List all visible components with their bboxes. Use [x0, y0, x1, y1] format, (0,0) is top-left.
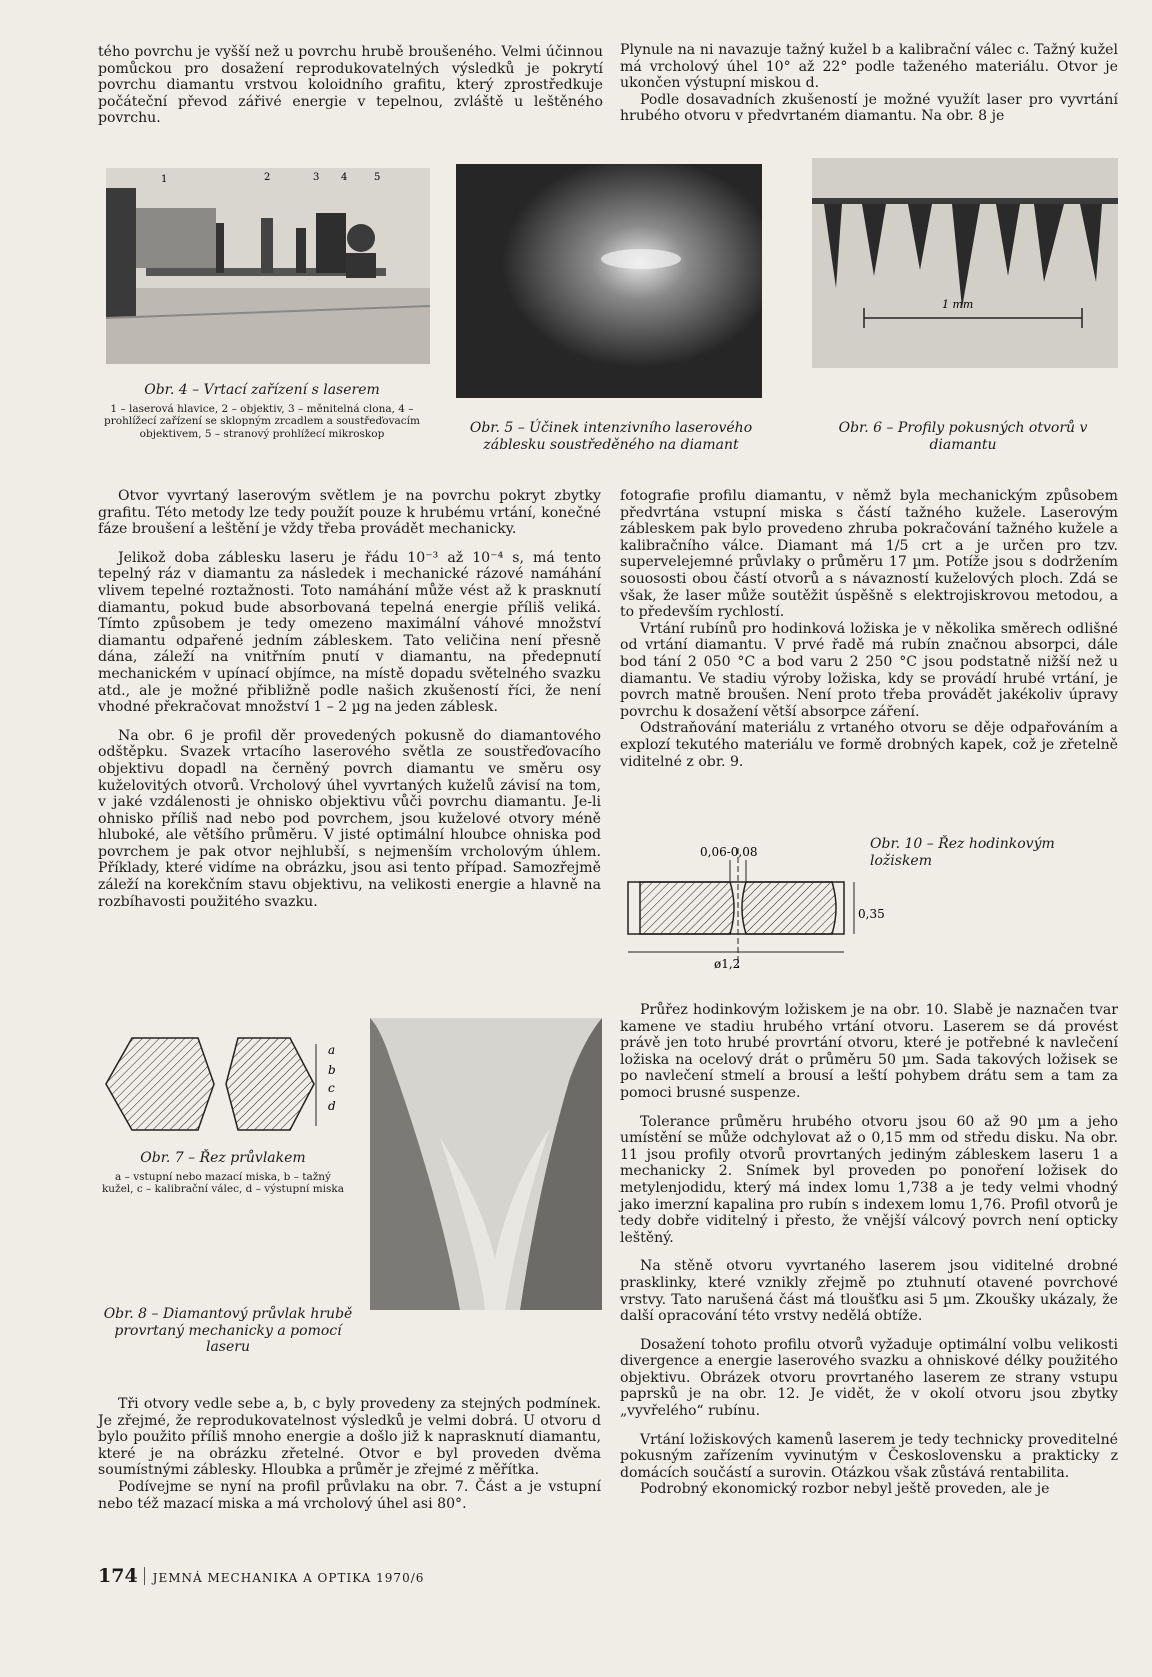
fig6-scale-label: 1 mm — [942, 298, 974, 311]
right-bottom-text — [620, 1002, 1118, 1510]
fig10-caption — [870, 836, 1120, 869]
fig7-title: Obr. 7 – Řez průvlakem — [140, 1150, 306, 1166]
fig4-photo — [106, 168, 430, 364]
page-number: 174 — [98, 1565, 138, 1587]
fig7-label-b: b — [328, 1063, 336, 1077]
paragraph: Odstraňování materiálu z vrtaného otvoru se děje odpařováním a explozí tekutého materiálu ve formě drobných kapek, což je zřetelně viditelné z obr. 9. — [620, 720, 1118, 770]
fig6-caption — [808, 420, 1118, 453]
fig7-label-d: d — [328, 1099, 336, 1113]
paragraph: Jelikož doba záblesku laseru je řádu 10⁻³ až 10⁻⁴ s, má tento tepelný ráz v diamantu za následek i mechanické rázové namáhání vlivem tepelné roztažnosti. Toto namáhání může vést až k prasknutí diamantu, pokud bude absorbovaná tepelná energie příliš veliká. Tímto způsobem je tedy omezeno maximální váhové množství diamantu odpařené jedním zábleskem. Tato veličina není přesně dána, záleží na vnitřním pnutí v diamantu, na předepnutí mechanickém v upínací objímce, na místě dopadu světelného svazku atd., ale je možné přibližně podle našich zkušeností říci, že není vhodné překračovat množství 1 – 2 µg na jeden záblesk. — [98, 549, 601, 716]
fig8-photo — [370, 1018, 602, 1310]
fig10-dim-bottom: ø1,2 — [714, 957, 741, 971]
paragraph: Vrtání rubínů pro hodinková ložiska je v několika směrech odlišné od vrtání diamantu. V prvé řadě má rubín značnou absorpci, dále bod tání 2 050 °C a bod varu 2 250 °C jsou podstatně nižší než u diamantu. Ve stadiu výroby ložiska, kdy se provádí hrubé vrtání, je povrch matně broušen. Není proto třeba provádět jakékoliv úpravy povrchu k dosažení větší absorpce záření. — [620, 620, 1118, 720]
fig7-desc: a – vstupní nebo mazací miska, b – tažný kužel, c – kalibrační válec, d – výstupní miska — [101, 1170, 345, 1195]
paragraph: Dosažení tohoto profilu otvorů vyžaduje optimální volbu velikosti divergence a energie laserového svazku a ohniskové délky použitého objektivu. Obrázek otvoru provrtaného laserem ze strany vstupu paprsků je na obr. 12. Je vidět, že v okolí otvoru jsou zbytky „vyvřelého“ rubínu. — [620, 1336, 1118, 1420]
fig7-drawing — [104, 1034, 344, 1144]
paragraph: tého povrchu je vyšší než u povrchu hrubě broušeného. Velmi účinnou pomůckou pro dosažení reprodukovatelných výsledků je pokrytí povrchu diamantu vrstvou koloidního grafitu, který zprostředkuje počáteční převod zářivé energie v tepelnou, zvláště u leštěného povrchu. — [98, 44, 603, 127]
paragraph: Podle dosavadních zkušeností je možné využít laser pro vyvrtání hrubého otvoru v předvrtaném diamantu. Na obr. 8 je — [620, 91, 1118, 125]
paragraph: Podrobný ekonomický rozbor nebyl ještě proveden, ale je — [640, 1481, 1050, 1498]
left-column — [98, 488, 601, 922]
top-left-text — [98, 44, 603, 139]
left-bottom-text — [98, 1396, 601, 1524]
fig7-label-c: c — [328, 1081, 335, 1095]
fig4-label-3: 3 — [313, 172, 320, 183]
fig8-caption — [98, 1306, 358, 1356]
paragraph: Na obr. 6 je profil děr provedených pokusně do diamantového odštěpku. Svazek vrtacího laserového světla ze soustřeďovacího objektivu dopadl na černěný povrch diamantu ve směru osy kuželovitých otvorů. Vrcholový úhel vyvrtaných kuželů závisí na tom, v jaké vzdálenosti je ohnisko objektivu vůči povrchu diamantu. Je-li ohnisko příliš nad nebo pod povrchem, jsou kuželové otvory méně hluboké, ale většího průměru. V jisté optimální hloubce ohniska pod povrchem je pak otvor nejhlubší, s nejmenším vrcholovým úhlem. Příklady, které vidíme na obrázku, jsou asi tento případ. Samozřejmě záleží na korekčním stavu objektivu, na velikosti energie a hlavně na rozbíhavosti použitého svazku. — [98, 727, 601, 910]
top-right-text — [620, 42, 1118, 137]
fig4-label-5: 5 — [374, 172, 381, 183]
fig4-caption — [98, 382, 426, 440]
fig10-drawing — [620, 838, 885, 978]
fig6-photo — [812, 158, 1118, 368]
paragraph: Vrtání ložiskových kamenů laserem je tedy technicky proveditelné pokusným zařízením vyvinutým v Československu a prakticky z domácích součástí a surovin. Otázkou však zůstává rentabilita. — [620, 1431, 1118, 1481]
fig4-label-4: 4 — [341, 172, 348, 183]
paragraph: Podívejme se nyní na profil průvlaku na obr. 7. Část a je vstupní nebo též mazací miska a má vrcholový úhel asi 80°. — [98, 1478, 601, 1512]
fig10-title: Obr. 10 – Řez hodinkovým ložiskem — [870, 836, 1055, 869]
paragraph: Tři otvory vedle sebe a, b, c byly provedeny za stejných podmínek. Je zřejmé, že reprodukovatelnost výsledků je velmi dobrá. U otvoru d bylo použito příliš mnoho energie a došlo již k naprasknutí diamantu, které je na obrázku zřetelné. Otvor e byl proveden dvěma soumístnými záblesky. Hloubka a průměr je zřejmé z měřítka. — [98, 1396, 601, 1479]
footer-divider — [144, 1567, 145, 1585]
fig4-desc: 1 – laserová hlavice, 2 – objektiv, 3 – měnitelná clona, 4 – prohlížecí zařízení se sklopným zrcadlem a soustřeďovacím objektivem, 5 – stranový prohlížecí mikroskop — [104, 402, 420, 440]
fig4-label-2: 2 — [264, 172, 271, 183]
fig4-title: Obr. 4 – Vrtací zařízení s laserem — [144, 382, 380, 398]
fig5-photo — [456, 164, 762, 398]
paragraph: fotografie profilu diamantu, v němž byla mechanickým způsobem předvrtána vstupní miska s částí tažného kužele. Laserovým zábleskem pak bylo provedeno zhruba pokračování tažného kužele a kalibračního válce. Diamant má 1/5 crt a je určen pro tzv. supervelejemné průvlaky o průměru 17 µm. Potíže jsou s dodržením souososti obou částí otvorů a s návazností kuželových ploch. Zdá se však, že laser může soutěžit úspěšně s elektrojiskrovou metodou, a to především rychlostí. — [620, 488, 1118, 621]
fig10-dim-top: 0,06-0,08 — [700, 845, 758, 859]
fig4-label-1: 1 — [161, 174, 168, 185]
fig7-caption — [98, 1150, 348, 1196]
paragraph: Otvor vyvrtaný laserovým světlem je na povrchu pokryt zbytky grafitu. Této metody lze tedy použít pouze k hrubému vrtání, konečné fáze broušení a leštění je vždy třeba provádět mechanicky. — [98, 488, 601, 538]
fig7-label-a: a — [328, 1043, 336, 1057]
fig6-title: Obr. 6 – Profily pokusných otvorů v diamantu — [838, 420, 1088, 453]
right-column — [620, 488, 1118, 782]
fig8-title: Obr. 8 – Diamantový průvlak hrubě provrtaný mechanicky a pomocí laseru — [103, 1306, 353, 1355]
journal-name: JEMNÁ MECHANIKA A OPTIKA 1970/6 — [152, 1571, 425, 1585]
paragraph: Tolerance průměru hrubého otvoru jsou 60 až 90 µm a jeho umístění se může odchylovat až o 0,15 mm od středu disku. Na obr. 11 jsou profily otvorů provrtaných jediným zábleskem laseru 1 a mechanicky 2. Snímek byl proveden po ponoření ložisek do metylenjodidu, který má index lomu 1,738 a je tedy velmi vhodný jako imerzní kapalina pro rubín s indexem lomu 1,76. Profil otvorů je tedy dobře viditelný i přesto, že vnější válcový povrch není opticky leštěný. — [620, 1113, 1118, 1246]
paragraph: Na stěně otvoru vyvrtaného laserem jsou viditelné drobné prasklinky, které vznikly zřejmě po ztuhnutí otavené povrchové vrstvy. Tato narušená část má tloušťku asi 5 µm. Zkoušky ukázaly, že další opracování této vrstvy nedělá obtíže. — [620, 1258, 1118, 1325]
paragraph: Průřez hodinkovým ložiskem je na obr. 10. Slabě je naznačen tvar kamene ve stadiu hrubého vrtání otvoru. Laserem se dá provést právě jen toto hrubé provrtání otvoru, které je potřebné k navlečení ložiska na ocelový drát o průměru 50 µm. Sada takových ložisek se po navlečení stmelí a brousí a leští pohybem drátu sem a tam za pomoci brusné suspenze. — [620, 1002, 1118, 1101]
paragraph: Plynule na ni navazuje tažný kužel b a kalibrační válec c. Tažný kužel má vrcholový úhel 10° až 22° podle taženého materiálu. Otvor je ukončen výstupní miskou d. — [620, 42, 1118, 92]
fig5-caption — [446, 420, 776, 453]
fig10-dim-right: 0,35 — [858, 907, 885, 921]
page-footer — [98, 1565, 424, 1587]
fig5-title: Obr. 5 – Účinek intenzivního laserového záblesku soustředěného na diamant — [469, 420, 753, 453]
